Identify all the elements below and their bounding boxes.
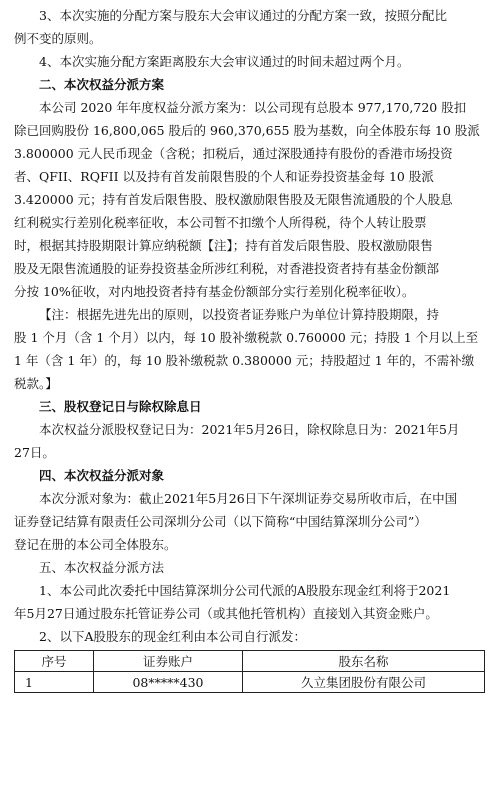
cell-holder: 久立集团股份有限公司 bbox=[243, 672, 485, 693]
s3-line-0: 本次权益分派股权登记日为：2021年5月26日，除权除息日为：2021年5月 bbox=[39, 422, 460, 437]
table-header-row bbox=[15, 651, 485, 672]
col-header-holder: 股东名称 bbox=[243, 651, 485, 672]
s2-line-4: 3.420000 元；持有首发后限售股、股权激励限售股及无限售流通股的个人股息 bbox=[14, 192, 453, 207]
s3-line-1: 27日。 bbox=[14, 445, 55, 460]
intro-items bbox=[14, 4, 485, 73]
s2-note-2: 1 年（含 1 年）的，每 10 股补缴税款 0.380000 元；持股超过 1 年的，不需补缴 bbox=[14, 353, 475, 368]
s2-line-7: 股及无限售流通股的证券投资基金所涉红利税，对香港投资者持有基金份额部 bbox=[14, 261, 440, 276]
s2-line-1: 除已回购股份 16,800,065 股后的 960,370,655 股为基数，向全体股东每 10 股派 bbox=[14, 123, 480, 138]
item-3-line-2: 例不变的原则。 bbox=[14, 31, 102, 46]
s2-line-3: 者、QFII、RQFII 以及持有首发前限售股的个人和证券投资基金每 10 股派 bbox=[14, 169, 434, 184]
section-5-title: 五、本次权益分派方法 bbox=[39, 560, 165, 575]
s2-line-2: 3.800000 元人民币现金（含税；扣税后，通过深股通持有股份的香港市场投资 bbox=[14, 146, 453, 161]
s5-item1-line-0: 1、本公司此次委托中国结算深圳分公司代派的A股股东现金红利将于2021 bbox=[39, 583, 451, 598]
s2-note-0: 【注：根据先进先出的原则，以投资者证券账户为单位计算持股期限，持 bbox=[39, 307, 440, 322]
section-2-title: 二、本次权益分派方案 bbox=[39, 77, 165, 92]
s4-line-1: 证券登记结算有限责任公司深圳分公司（以下简称“中国结算深圳分公司”） bbox=[14, 514, 427, 529]
s2-line-5: 红利税实行差别化税率征收，本公司暂不扣缴个人所得税，待个人转让股票 bbox=[14, 215, 427, 230]
section-2-body bbox=[14, 96, 485, 395]
item-4: 4、本次实施分配方案距离股东大会审议通过的时间未超过两个月。 bbox=[39, 54, 410, 69]
s2-line-0: 本公司 2020 年年度权益分派方案为：以公司现有总股本 977,170,720 股扣 bbox=[39, 100, 467, 115]
s2-line-6: 时，根据其持股期限计算应纳税额【注】；持有首发后限售股、股权激励限售 bbox=[14, 238, 433, 253]
s4-line-0: 本次分派对象为：截止2021年5月26日下午深圳证券交易所收市后，在中国 bbox=[39, 491, 458, 506]
section-3-title: 三、股权登记日与除权除息日 bbox=[39, 399, 202, 414]
section-4-title: 四、本次权益分派对象 bbox=[39, 468, 165, 483]
col-header-seq: 序号 bbox=[15, 651, 94, 672]
cell-seq: 1 bbox=[15, 672, 94, 693]
s5-item1-line-1: 年5月27日通过股东托管证券公司（或其他托管机构）直接划入其资金账户。 bbox=[14, 606, 438, 621]
item-3-line-1: 3、本次实施的分配方案与股东大会审议通过的分配方案一致，按照分配比 bbox=[39, 8, 447, 23]
table-row bbox=[15, 672, 485, 693]
cell-account: 08*****430 bbox=[94, 672, 243, 693]
s2-note-1: 股 1 个月（含 1 个月）以内，每 10 股补缴税款 0.760000 元；持股 1 个月以上至 bbox=[14, 330, 479, 345]
col-header-account: 证券账户 bbox=[94, 651, 243, 672]
shareholder-table bbox=[14, 650, 485, 693]
s5-item2: 2、以下A股股东的现金红利由本公司自行派发： bbox=[39, 629, 306, 644]
s2-line-8: 分按 10%征收，对内地投资者持有基金份额部分实行差别化税率征收）。 bbox=[14, 284, 415, 299]
s4-line-2: 登记在册的本公司全体股东。 bbox=[14, 537, 177, 552]
s2-note-3: 税款。】 bbox=[14, 376, 58, 391]
